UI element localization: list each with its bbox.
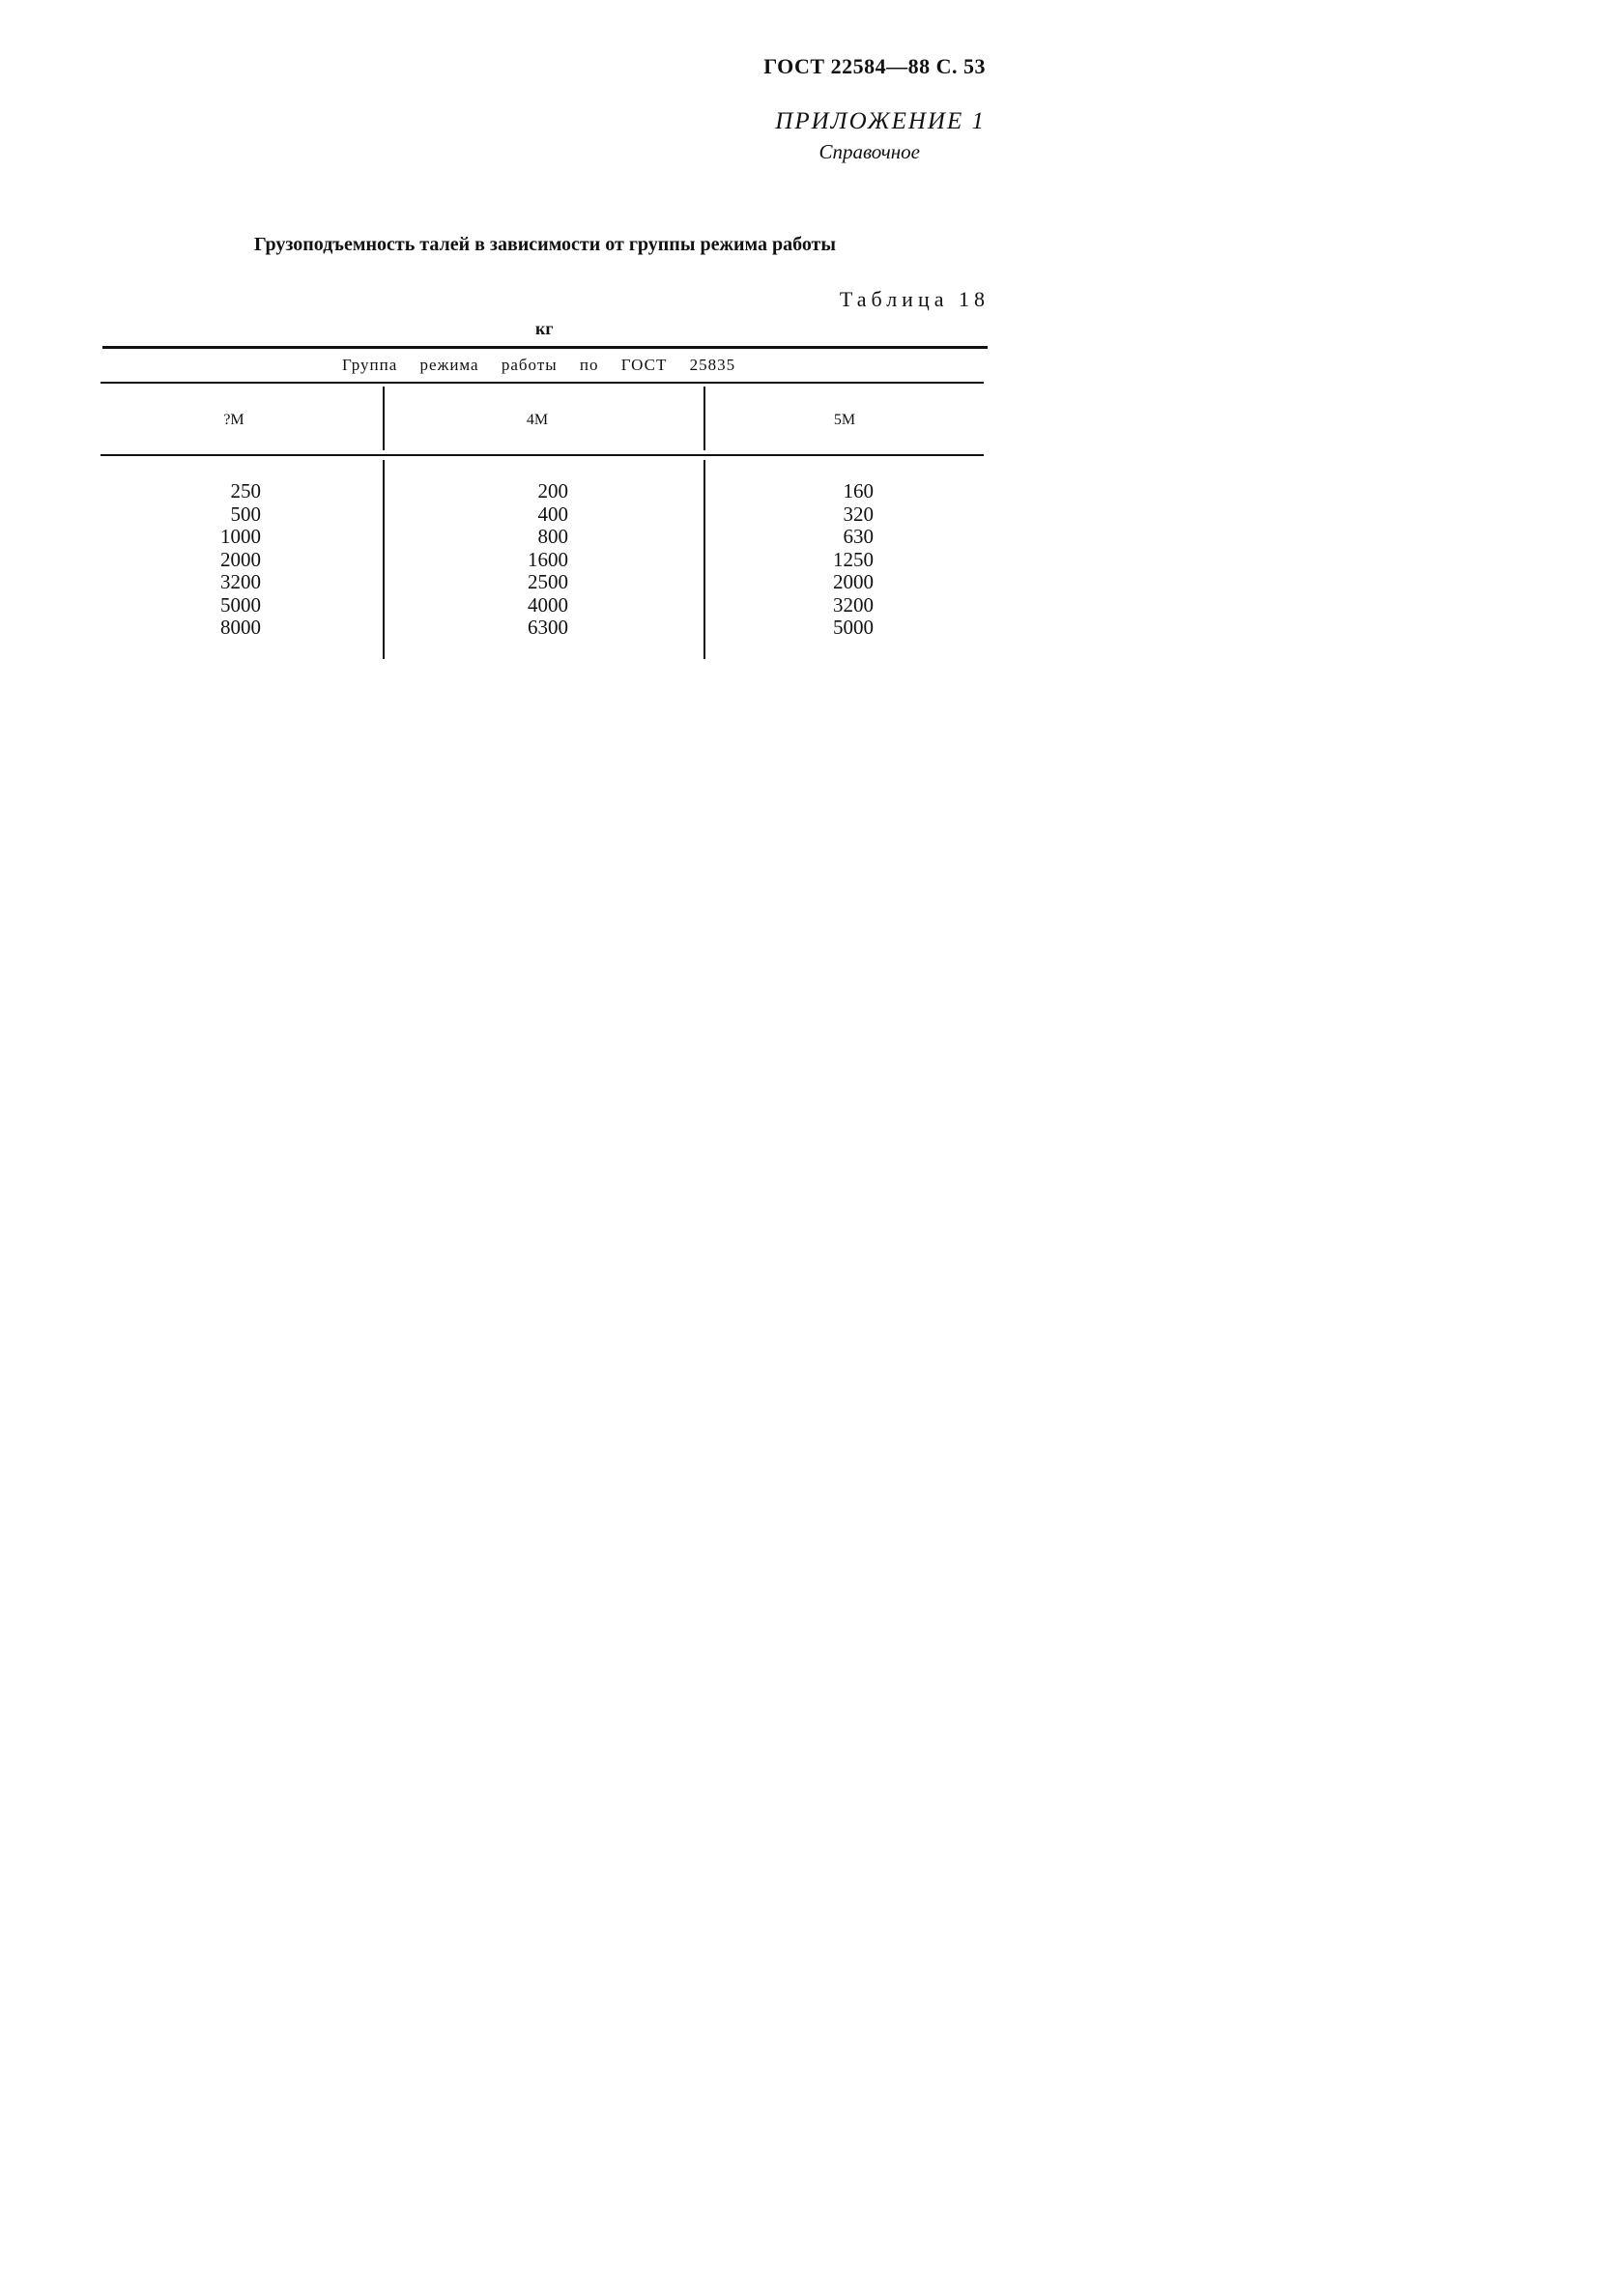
table-cell: 6300 (528, 616, 568, 639)
table-cell: 2000 (833, 570, 874, 593)
column-values-3 (796, 480, 874, 640)
table-cell: 500 (230, 502, 261, 526)
table-cell: 800 (537, 525, 568, 548)
table-cell: 1250 (833, 547, 874, 571)
column-values-1 (184, 480, 261, 640)
table-label: Таблица 18 (839, 287, 990, 311)
table-cell: 5000 (220, 592, 261, 617)
table-unit: кг (535, 319, 554, 338)
appendix-subtitle: Справочное (818, 140, 920, 163)
table-cell: 1000 (220, 525, 261, 548)
group-header: Группа режима работы по ГОСТ 25835 (342, 356, 736, 374)
group-header-rule (100, 382, 984, 384)
column-divider-2-head (704, 387, 705, 450)
column-header-rule (100, 454, 984, 456)
column-header-2: 4М (526, 412, 549, 428)
table-cell: 2500 (528, 570, 568, 593)
page-header: ГОСТ 22584—88 С. 53 (763, 54, 986, 78)
table-cell: 200 (537, 479, 568, 502)
table-cell: 160 (843, 479, 874, 502)
table-cell: 3200 (833, 592, 874, 617)
table-cell: 2000 (220, 547, 261, 571)
table-cell: 320 (843, 502, 874, 526)
column-header-1: ?М (223, 412, 244, 428)
table-top-rule (102, 346, 988, 349)
table-cell: 8000 (220, 616, 261, 639)
table-cell: 4000 (528, 592, 568, 617)
table-cell: 250 (230, 479, 261, 502)
table-cell: 400 (537, 502, 568, 526)
table-cell: 3200 (220, 570, 261, 593)
table-cell: 5000 (833, 616, 874, 639)
column-header-3: 5М (833, 412, 856, 428)
column-divider-1-body (383, 460, 385, 659)
table-cell: 1600 (528, 547, 568, 571)
table-cell: 630 (843, 525, 874, 548)
column-values-2 (491, 480, 568, 640)
appendix-title: ПРИЛОЖЕНИЕ 1 (775, 108, 986, 134)
document-title: Грузоподъемность талей в зависимости от группы режима работы (254, 234, 836, 255)
column-divider-1-head (383, 387, 385, 450)
column-divider-2-body (704, 460, 705, 659)
